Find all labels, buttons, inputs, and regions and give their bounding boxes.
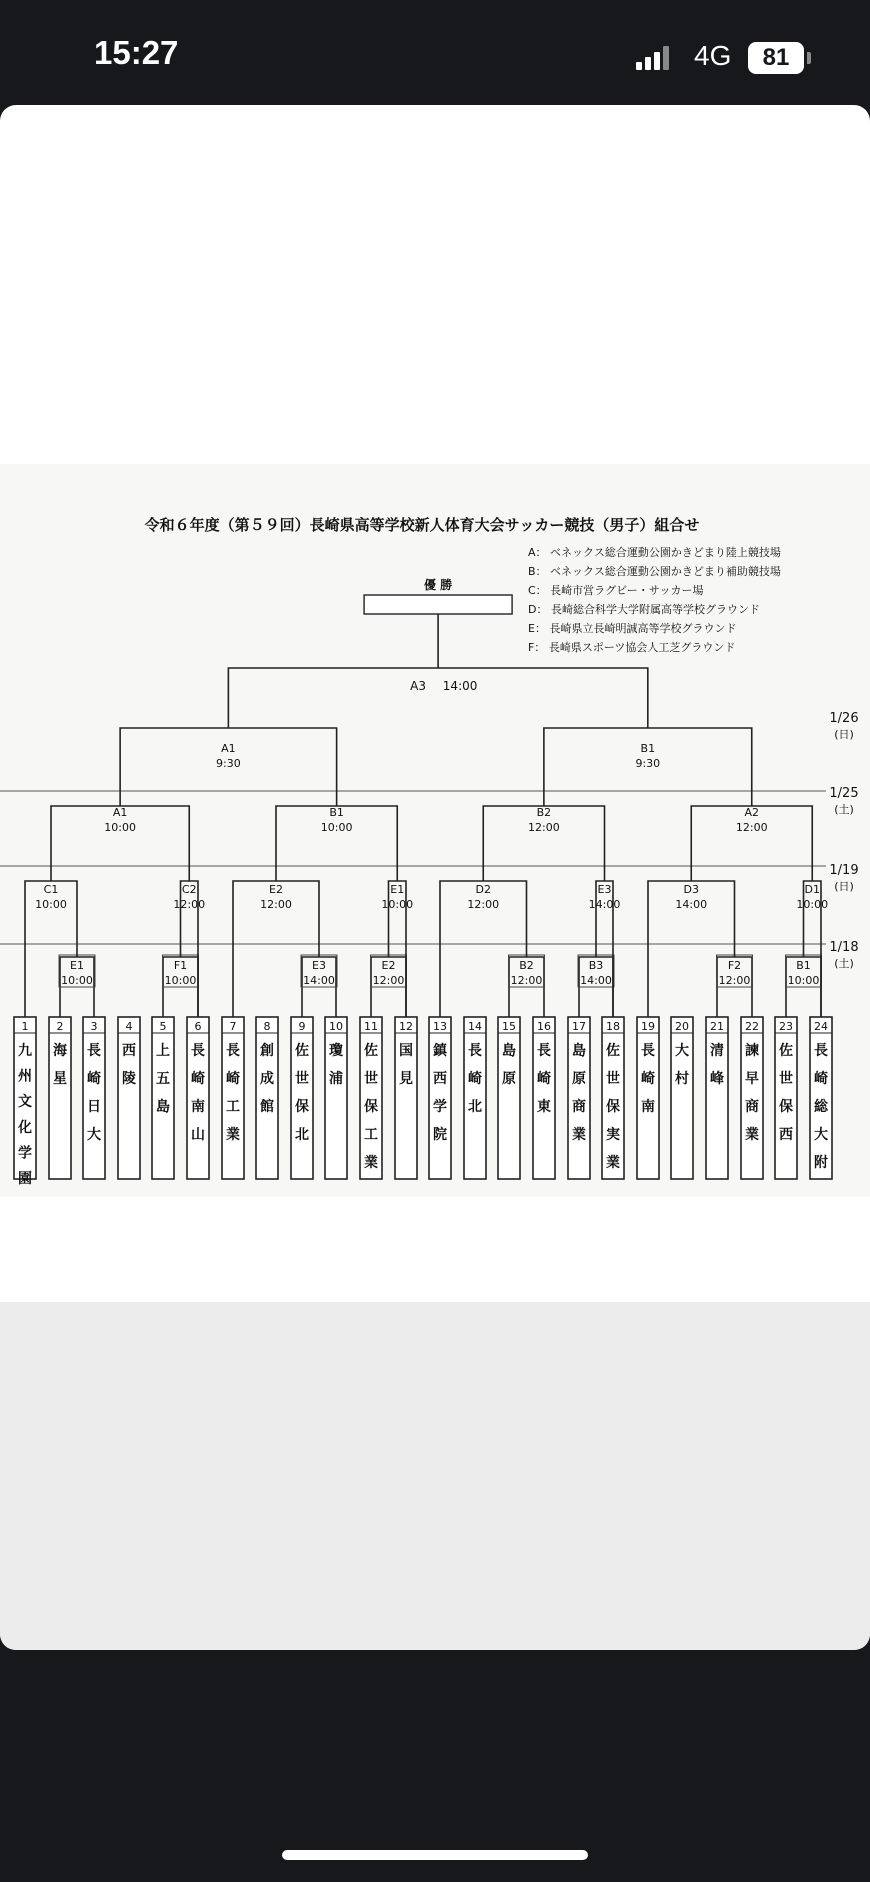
team-name-char: 国	[399, 1043, 413, 1059]
team-box	[498, 1017, 520, 1179]
team-name-char: 業	[572, 1127, 586, 1143]
team-box	[671, 1017, 693, 1179]
round2-label-venue: D1	[804, 883, 820, 896]
team-number: 6	[194, 1020, 202, 1033]
team-name-char: 長	[641, 1043, 655, 1059]
round2-label-venue: E2	[269, 883, 283, 896]
round1-label-venue: E3	[312, 959, 326, 972]
team-box	[741, 1017, 763, 1179]
date-label-2: 1/25	[829, 786, 859, 801]
team-name-char: 世	[779, 1071, 793, 1087]
team-name-char: 陵	[122, 1071, 136, 1087]
team-name-char: 保	[779, 1099, 793, 1115]
team-name-char: 日	[87, 1099, 101, 1115]
team-name-char: 工	[226, 1099, 240, 1115]
team-name-char: 村	[675, 1071, 689, 1087]
team-number: 21	[710, 1020, 724, 1033]
venue-legend-c: C： 長崎市営ラグビー・サッカー場	[528, 584, 704, 597]
team-number: 7	[229, 1020, 237, 1033]
team-name-char: 南	[641, 1099, 655, 1115]
team-box	[256, 1017, 278, 1179]
round1-label-venue: E2	[381, 959, 396, 972]
round1-label-venue: F1	[173, 959, 188, 972]
team-name-char: 北	[468, 1099, 482, 1115]
team-name-char: 保	[364, 1099, 378, 1115]
team-name-char: 実	[606, 1127, 620, 1143]
final-time: 14:00	[442, 679, 478, 693]
status-bar	[0, 0, 870, 105]
team-name-char: 西	[779, 1127, 793, 1143]
team-name-char: 成	[260, 1071, 274, 1087]
round2-label-time: 10:00	[796, 898, 829, 911]
team-box	[775, 1017, 797, 1179]
team-number: 17	[572, 1020, 586, 1033]
team-name-char: 長	[191, 1043, 205, 1059]
semifinal-label-time: 9:30	[216, 757, 241, 770]
round2-label-time: 12:00	[260, 898, 292, 911]
team-name-char: 院	[433, 1127, 447, 1143]
team-name-char: 星	[53, 1071, 67, 1087]
team-number: 3	[90, 1020, 98, 1033]
venue-legend-a: A： ベネックス総合運動公園かきどまり陸上競技場	[528, 546, 781, 559]
round1-label-venue: B1	[796, 959, 811, 972]
team-name-char: 保	[295, 1099, 309, 1115]
team-name-char: 商	[572, 1099, 586, 1115]
team-name-char: 大	[87, 1127, 101, 1143]
bracket-drawing	[0, 464, 870, 1197]
team-name-char: 保	[606, 1099, 620, 1115]
semifinal-label-time: 9:30	[635, 757, 661, 770]
team-name-char: 清	[710, 1043, 724, 1059]
team-number: 20	[675, 1020, 689, 1033]
team-name-char: 海	[53, 1043, 67, 1059]
final-match-line	[228, 668, 647, 728]
round2-label-time: 10:00	[35, 898, 67, 911]
team-box	[429, 1017, 451, 1179]
team-name-char: 諫	[745, 1043, 759, 1059]
team-name-char: 瓊	[329, 1043, 343, 1059]
team-name-char: 崎	[87, 1071, 101, 1087]
round1-label-venue: B2	[519, 959, 534, 972]
round2-label-venue: E1	[390, 883, 405, 896]
team-name-char: 工	[364, 1127, 378, 1143]
bracket-title: 令和６年度（第５９回）長崎県高等学校新人体育大会サッカー競技（男子）組合せ	[144, 516, 700, 534]
clock: 15:27	[94, 34, 179, 71]
team-name-char: 原	[502, 1071, 516, 1087]
round1-label-venue: E1	[70, 959, 84, 972]
venue-legend-b: B： ベネックス総合運動公園かきどまり補助競技場	[528, 565, 781, 578]
day-label-4: (土)	[834, 957, 854, 970]
team-name-char: 館	[260, 1099, 274, 1115]
team-number: 2	[56, 1020, 64, 1033]
round2-label-venue: D3	[683, 883, 699, 896]
tournament-bracket-image[interactable]	[0, 464, 870, 1197]
team-number: 13	[433, 1020, 447, 1033]
team-name-char: 長	[468, 1043, 482, 1059]
day-label-1: (日)	[834, 728, 854, 741]
round1-label-time: 10:00	[787, 974, 820, 987]
team-name-char: 浦	[329, 1071, 343, 1087]
team-name-char: 峰	[710, 1071, 724, 1087]
team-box	[464, 1017, 486, 1179]
network-type: 4G	[694, 40, 732, 71]
team-name-char: 原	[572, 1071, 586, 1087]
team-box	[49, 1017, 71, 1179]
team-name-char: 世	[606, 1071, 620, 1087]
team-name-char: 崎	[537, 1071, 551, 1087]
quarterfinal-label-venue: A1	[112, 806, 128, 819]
team-name-char: 山	[191, 1127, 205, 1143]
team-number: 22	[745, 1020, 759, 1033]
team-name-char: 総	[814, 1099, 828, 1115]
team-name-char: 五	[156, 1071, 170, 1087]
team-name-char: 早	[745, 1071, 759, 1087]
team-name-char: 島	[156, 1099, 170, 1115]
team-box	[152, 1017, 174, 1179]
team-box	[291, 1017, 313, 1179]
venue-legend-e: E： 長崎県立長崎明誠高等学校グラウンド	[528, 622, 737, 635]
team-name-char: 業	[745, 1127, 759, 1143]
team-name-char: 長	[537, 1043, 551, 1059]
team-name-char: 長	[226, 1043, 240, 1059]
team-name-char: 東	[537, 1099, 551, 1115]
team-name-char: 九	[18, 1043, 32, 1059]
team-name-char: 佐	[364, 1043, 378, 1059]
quarterfinal-label-venue: A2	[744, 806, 760, 819]
viewer-background	[0, 1302, 870, 1650]
round1-label-time: 10:00	[61, 974, 93, 987]
round1-label-time: 12:00	[718, 974, 751, 987]
battery-icon: 81	[748, 42, 804, 74]
team-name-char: 業	[606, 1155, 620, 1171]
venue-legend-d: D： 長崎総合科学大学附属高等学校グラウンド	[528, 603, 760, 616]
team-name-char: 崎	[226, 1071, 240, 1087]
team-number: 11	[364, 1020, 378, 1033]
team-number: 18	[606, 1020, 620, 1033]
team-name-char: 崎	[814, 1071, 828, 1087]
team-name-char: 西	[122, 1043, 136, 1059]
round2-label-venue: C2	[181, 883, 197, 896]
quarterfinal-label-time: 10:00	[104, 821, 136, 834]
team-box	[568, 1017, 590, 1179]
team-box	[637, 1017, 659, 1179]
team-number: 23	[779, 1020, 793, 1033]
quarterfinal-label-time: 12:00	[528, 821, 560, 834]
team-name-char: 北	[295, 1127, 309, 1143]
team-name-char: 創	[260, 1043, 274, 1059]
team-box	[533, 1017, 555, 1179]
team-box	[325, 1017, 347, 1179]
team-name-char: 佐	[606, 1043, 620, 1059]
team-name-char: 上	[156, 1043, 170, 1059]
team-number: 1	[21, 1020, 29, 1033]
final-venue: A3	[410, 679, 427, 693]
team-name-char: 西	[433, 1071, 447, 1087]
semifinal-label-venue: B1	[640, 742, 656, 755]
team-name-char: 商	[745, 1099, 759, 1115]
day-label-2: (土)	[834, 803, 854, 816]
round2-label-time: 14:00	[588, 898, 621, 911]
team-name-char: 園	[18, 1171, 32, 1187]
team-name-char: 佐	[779, 1043, 793, 1059]
team-number: 10	[329, 1020, 343, 1033]
cellular-signal-icon	[636, 46, 672, 70]
team-box	[118, 1017, 140, 1179]
team-name-char: 崎	[191, 1071, 205, 1087]
date-label-3: 1/19	[829, 863, 859, 878]
round1-label-time: 12:00	[372, 974, 405, 987]
round2-label-time: 12:00	[467, 898, 500, 911]
team-box	[395, 1017, 417, 1179]
team-name-char: 業	[226, 1127, 240, 1143]
battery-cap	[807, 52, 811, 64]
team-number: 5	[159, 1020, 167, 1033]
team-number: 15	[502, 1020, 516, 1033]
semifinal-label-venue: A1	[221, 742, 236, 755]
round2-label-venue: D2	[475, 883, 491, 896]
round2-label-time: 14:00	[675, 898, 708, 911]
team-number: 9	[298, 1020, 306, 1033]
team-name-char: 見	[399, 1071, 413, 1087]
team-name-char: 島	[572, 1043, 586, 1059]
team-name-char: 学	[433, 1099, 447, 1115]
venue-legend-f: F： 長崎県スポーツ協会人工芝グラウンド	[528, 641, 736, 654]
team-name-char: 島	[502, 1043, 516, 1059]
team-name-char: 州	[18, 1068, 32, 1085]
round2-label-venue: E3	[597, 883, 612, 896]
team-name-char: 学	[18, 1145, 32, 1162]
team-number: 8	[263, 1020, 271, 1033]
team-box	[222, 1017, 244, 1179]
date-label-1: 1/26	[829, 711, 859, 726]
team-name-char: 南	[191, 1099, 205, 1115]
round1-label-venue: B3	[588, 959, 604, 972]
round1-label-time: 14:00	[303, 974, 335, 987]
quarterfinal-label-venue: B1	[329, 806, 344, 819]
round1-label-venue: F2	[727, 959, 742, 972]
round1-label-time: 10:00	[164, 974, 197, 987]
team-number: 4	[125, 1020, 133, 1033]
team-name-char: 大	[814, 1127, 828, 1143]
team-box	[706, 1017, 728, 1179]
round2-label-venue: C1	[43, 883, 59, 896]
quarterfinal-label-venue: B2	[536, 806, 552, 819]
team-number: 24	[814, 1020, 828, 1033]
team-name-char: 文	[18, 1094, 32, 1111]
team-name-char: 長	[814, 1043, 828, 1059]
team-name-char: 鎮	[433, 1043, 447, 1059]
team-name-char: 崎	[641, 1071, 655, 1087]
round2-label-time: 10:00	[381, 898, 414, 911]
quarterfinal-label-time: 12:00	[735, 821, 768, 834]
team-number: 14	[468, 1020, 482, 1033]
champion-label: 優 勝	[424, 578, 453, 592]
home-indicator[interactable]	[282, 1850, 588, 1860]
champion-box	[364, 595, 512, 614]
team-name-char: 業	[364, 1155, 378, 1171]
team-name-char: 長	[87, 1043, 101, 1059]
quarterfinal-label-time: 10:00	[320, 821, 353, 834]
team-name-char: 大	[675, 1043, 689, 1059]
team-number: 16	[537, 1020, 551, 1033]
team-number: 19	[641, 1020, 655, 1033]
date-label-4: 1/18	[829, 940, 859, 955]
round1-label-time: 14:00	[580, 974, 612, 987]
day-label-3: (日)	[834, 880, 854, 893]
team-name-char: 化	[18, 1119, 32, 1136]
team-box	[187, 1017, 209, 1179]
team-name-char: 附	[814, 1155, 828, 1171]
team-name-char: 崎	[468, 1071, 482, 1087]
team-name-char: 佐	[295, 1043, 309, 1059]
team-name-char: 世	[295, 1071, 309, 1087]
round1-label-time: 12:00	[510, 974, 543, 987]
round2-label-time: 12:00	[173, 898, 206, 911]
team-name-char: 世	[364, 1071, 378, 1087]
team-number: 12	[399, 1020, 413, 1033]
team-box	[83, 1017, 105, 1179]
